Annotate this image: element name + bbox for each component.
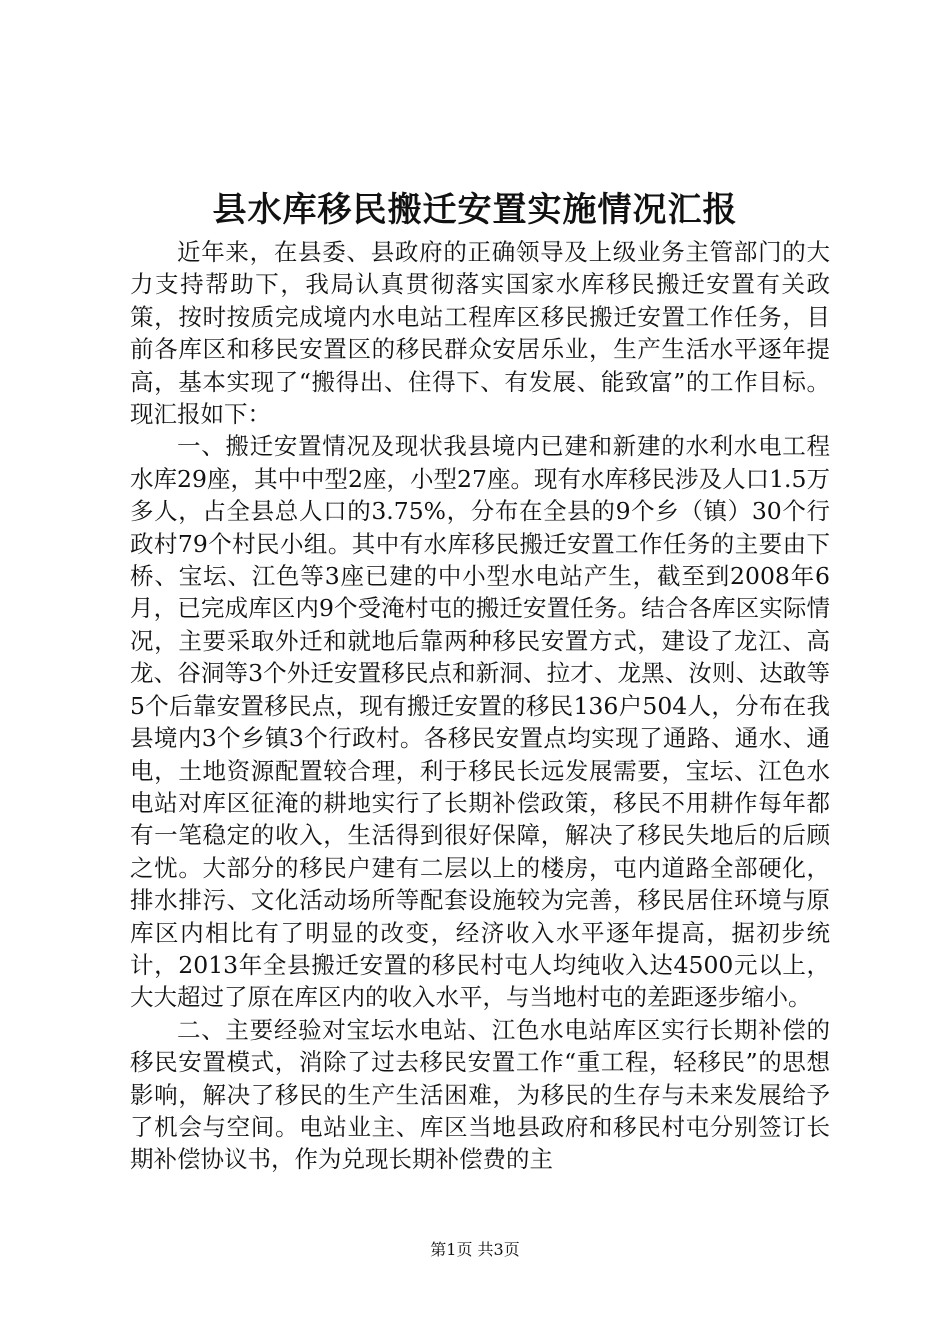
document-body xyxy=(130,236,830,1176)
paragraph-section-1: 一、搬迁安置情况及现状我县境内已建和新建的水利水电工程水库29座，其中中型2座，小型27座。现有水库移民涉及人口1.5万多人，占全县总人口的3.75%，分布在全县的9个乡（镇）30个行政村79个村民小组。其中有水库移民搬迁安置工作任务的主要由下桥、宝坛、江色等3座已建的中小型水电站产生，截至到2008年6月，已完成库区内9个受淹村屯的搬迁安置任务。结合各库区实际情况，主要采取外迁和就地后靠两种移民安置方式，建设了龙江、高龙、谷洞等3个外迁安置移民点和新洞、拉才、龙黑、汝则、达敢等5个后靠安置移民点，现有搬迁安置的移民136户504人，分布在我县境内3个乡镇3个行政村。各移民安置点均实现了通路、通水、通电，土地资源配置较合理，利于移民长远发展需要，宝坛、江色水电站对库区征淹的耕地实行了长期补偿政策，移民不用耕作每年都有一笔稳定的收入，生活得到很好保障，解决了移民失地后的后顾之忧。大部分的移民户建有二层以上的楼房，屯内道路全部硬化，排水排污、文化活动场所等配套设施较为完善，移民居住环境与原库区内相比有了明显的改变，经济收入水平逐年提高，据初步统计，2013年全县搬迁安置的移民村屯人均纯收入达4500元以上，大大超过了原在库区内的收入水平，与当地村屯的差距逐步缩小。 xyxy=(130,432,830,1012)
document-title: 县水库移民搬迁安置实施情况汇报 xyxy=(212,190,738,230)
paragraph-intro: 近年来，在县委、县政府的正确领导及上级业务主管部门的大力支持帮助下，我局认真贯彻落实国家水库移民搬迁安置有关政策，按时按质完成境内水电站工程库区移民搬迁安置工作任务，目前各库区和移民安置区的移民群众安居乐业，生产生活水平逐年提高，基本实现了“搬得出、住得下、有发展、能致富”的工作目标。现汇报如下： xyxy=(130,238,830,429)
page-number-footer: 第1页 共3页 xyxy=(430,1240,520,1259)
paragraph-section-2: 二、主要经验对宝坛水电站、江色水电站库区实行长期补偿的移民安置模式，消除了过去移民安置工作“重工程，轻移民”的思想影响，解决了移民的生产生活困难，为移民的生存与未来发展给予了机会与空间。电站业主、库区当地县政府和移民村屯分别签订长期补偿协议书，作为兑现长期补偿费的主 xyxy=(130,1015,830,1174)
